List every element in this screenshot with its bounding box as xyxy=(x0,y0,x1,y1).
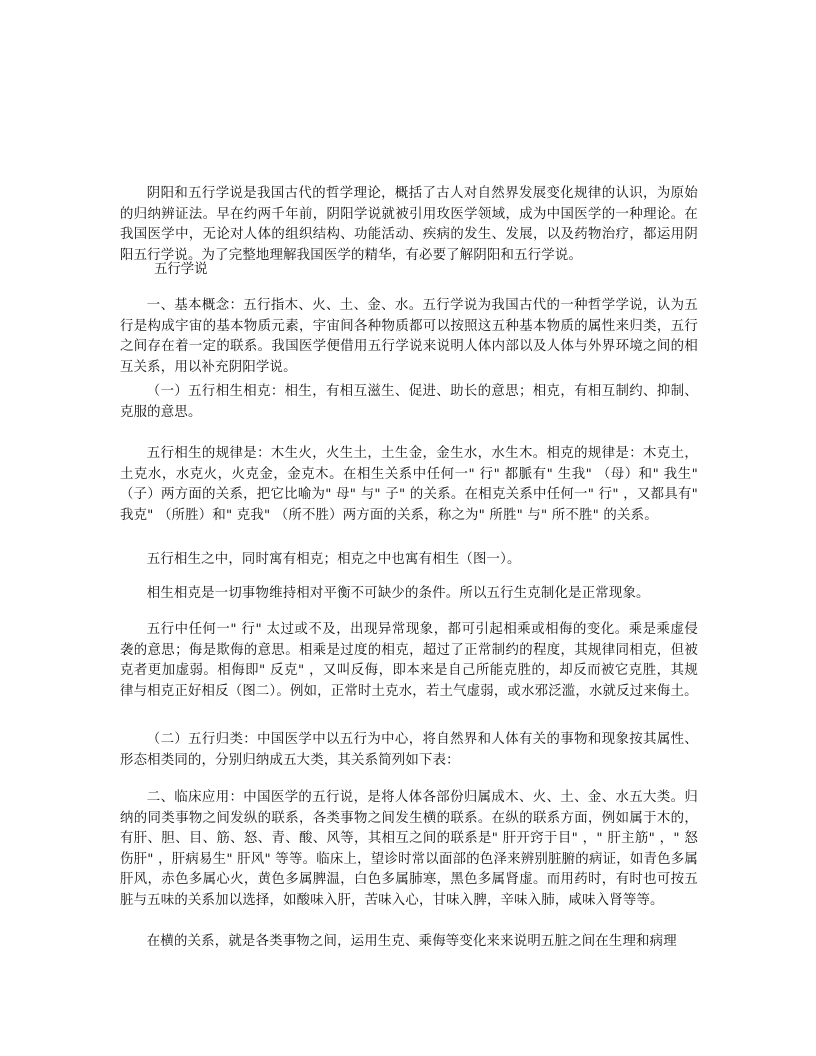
paragraph-classification: （二）五行归类：中国医学中以五行为中心，将自然界和人体有关的事物和现象按其属性、形态相类同的，分别归纳成五大类，其关系简列如下表： xyxy=(120,732,698,768)
paragraph-sheng-rules: 五行相生的规律是：木生火，火生土，土生金，金生水，水生木。相克的规律是：木克土，土克水，水克火，火克金，金克木。在相生关系中任何一" 行" 都脈有" 生我" （母）和" 我生" （子）两方面的关系，把它比喻为" 母" 与" 子" 的关系。在相克关系中任何一" 行" ，又都具有" 我克" （所胜）和" 克我" （所不胜）两方面的关系，称之为" 所胜" 与" 所不胜" 的关系。 xyxy=(120,446,698,523)
paragraph-clinical: 二、临床应用：中国医学的五行说，是将人体各部份归属成木、火、土、金、水五大类。归纳的同类事物之间发纵的联系，各类事物之间发生横的联系。在纵的联系方面，例如属于木的，有肝、胆、目、筋、怒、青、酸、风等，其相互之间的联系是" 肝开窍于目" ，" 肝主筋" ，" 怒伤肝" ，肝病易生" 肝风" 等等。临床上，望诊时常以面部的色泽来辨别脏腑的病证，如青色多属肝风，赤色多属心火，黄色多属脾温，白色多属肺寒，黑色多属肾虚。而用药时，有时也可按五脏与五味的关系加以选择，如酸味入肝，苦味入心，甘味入脾，辛味入肺，咸味入肾等等。 xyxy=(120,790,698,908)
paragraph-sheng-ke: （一）五行相生相克：相生，有相互滋生、促进、助长的意思；相克，有相互制约、抑制、克服的意思。 xyxy=(120,384,698,420)
paragraph-cheng-wu: 五行中任何一" 行" 太过或不及，出现异常现象，都可引起相乘或相侮的变化。乘是乘虚侵袭的意思；侮是欺侮的意思。相乘是过度的相克，超过了正常制约的程度，其规律同相克，但被克者更加虚弱。相侮即" 反克" ，又叫反侮，即本来是自己所能克胜的，却反而被它克胜，其规律与相克正好相反（图二）。例如，正常时土克水，若土气虚弱，或水邪泛滥，水就反过来侮土。 xyxy=(120,622,698,699)
intro-paragraph: 阴阳和五行学说是我国古代的哲学理论，概括了古人对自然界发展变化规律的认识，为原始的归纳辨证法。早在约两千年前，阴阳学说就被引用玫医学领域，成为中国医学的一种理论。在我国医学中，无论对人体的组织结构、功能活动、疾病的发生、发展，以及药物治疗，都运用阴阳五行学说。为了完整地理解我国医学的精华，有必要了解阴阳和五行学说。 xyxy=(120,186,698,263)
paragraph-balance: 相生相克是一切事物维持相对平衡不可缺少的条件。所以五行生克制化是正常现象。 xyxy=(146,586,650,601)
paragraph-mutual: 五行相生之中，同时寓有相克；相克之中也寓有相生（图一）。 xyxy=(146,552,521,567)
paragraph-basic-concept: 一、基本概念：五行指木、火、土、金、水。五行学说为我国古代的一种哲学学说，认为五行是构成宇宙的基本物质元素，宇宙间各种物质都可以按照这五种基本物质的属性来归类，五行之间存在着一定的联系。我国医学便借用五行学说来说明人体内部以及人体与外界环境之间的相互关系，用以补充阴阳学说。 xyxy=(120,298,698,375)
paragraph-horizontal: 在横的关系，就是各类事物之间，运用生克、乘侮等变化来来说明五脏之间在生理和病理 xyxy=(146,934,677,949)
section-title: 五行学说 xyxy=(154,262,208,277)
